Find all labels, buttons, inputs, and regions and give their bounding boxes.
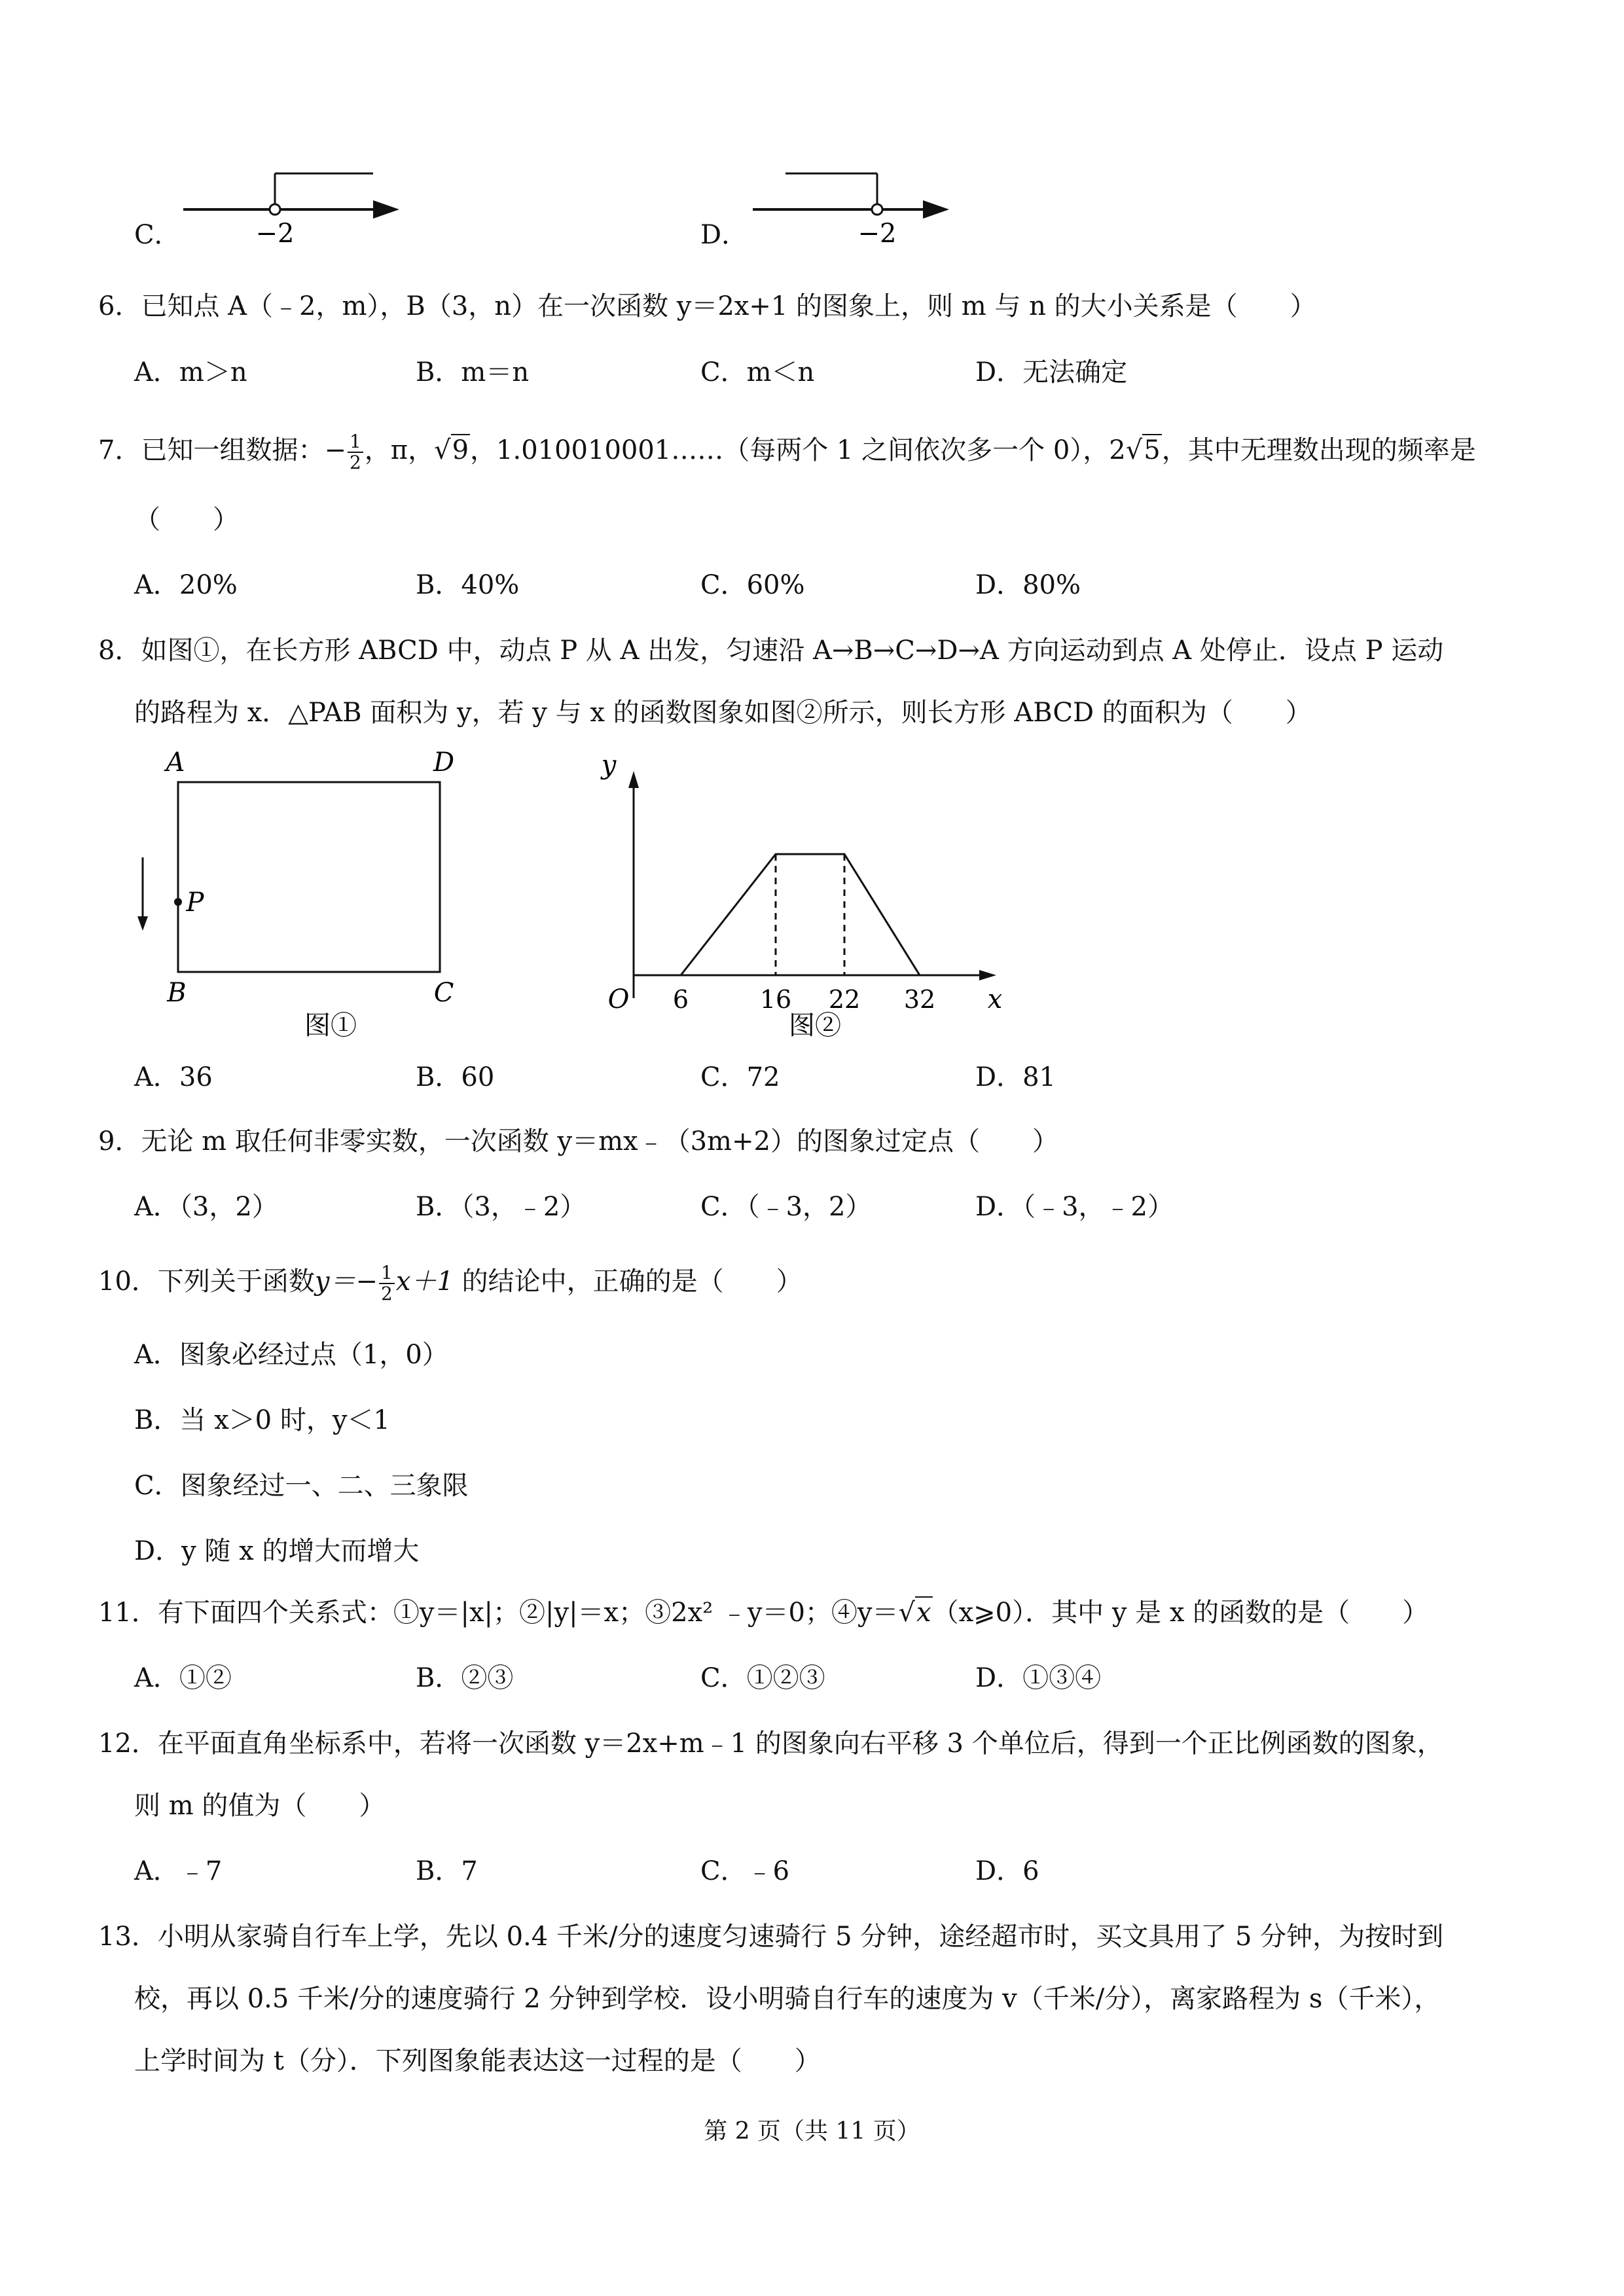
q9-option-b: B．（3，﹣2） xyxy=(416,1192,586,1222)
q8-option-b: B．60 xyxy=(416,1062,495,1092)
q8-figure-1-rectangle xyxy=(124,740,491,1054)
q8-fig2-tick-32: 32 xyxy=(903,985,936,1014)
q7-frac-num: 1 xyxy=(348,432,363,453)
q11-option-a: A．①② xyxy=(134,1663,232,1693)
q8-fig1-caption: 图① xyxy=(304,1011,357,1041)
q8-option-c: C．72 xyxy=(700,1062,780,1092)
q8-fig2-tick-6: 6 xyxy=(672,985,689,1014)
q11-stem: 11．有下面四个关系式：①y＝|x|；②|y|＝x；③2x² ﹣y＝0；④y＝√x（x⩾0）．其中 y 是 x 的函数的是（ ） xyxy=(98,1598,1429,1628)
q8-fig2-origin: O xyxy=(607,984,630,1014)
q7-sqrt2: 5 xyxy=(1144,435,1161,465)
q8-stem-line2: 的路程为 x．△PAB 面积为 y，若 y 与 x 的函数图象如图②所示，则长方形 ABCD 的面积为（ ） xyxy=(134,698,1312,728)
q11-option-b: B．②③ xyxy=(416,1663,514,1693)
q9-option-d: D．（﹣3，﹣2） xyxy=(975,1192,1174,1222)
q5-d-tick-label: −2 xyxy=(857,219,897,249)
q10-suffix: 的结论中，正确的是（ ） xyxy=(461,1266,803,1297)
q8-option-d: D．81 xyxy=(975,1062,1056,1092)
q7-option-d: D．80% xyxy=(975,570,1081,600)
q7-fraction xyxy=(348,432,363,473)
q6-stem: 6．已知点 A（﹣2，m），B（3，n）在一次函数 y＝2x+1 的图象上，则 m 与 n 的大小关系是（ ） xyxy=(98,291,1316,321)
q10-prefix: 10．下列关于函数 xyxy=(98,1266,315,1297)
q11-option-d: D．①③④ xyxy=(975,1663,1102,1693)
q8-option-a: A．36 xyxy=(134,1062,213,1092)
q10-frac-num: 1 xyxy=(379,1263,395,1284)
q13-stem-line1: 13．小明从家骑自行车上学，先以 0.4 千米/分的速度匀速骑行 5 分钟，途经超市时，买文具用了 5 分钟，为按时到 xyxy=(98,1922,1444,1952)
q12-stem-line2: 则 m 的值为（ ） xyxy=(134,1791,386,1821)
q10-option-b: B．当 x＞0 时，y＜1 xyxy=(134,1405,390,1435)
q10-fraction xyxy=(379,1263,395,1304)
q8-fig2-tick-16: 16 xyxy=(759,985,792,1014)
q7-sqrt1: 9 xyxy=(452,435,469,465)
q5-c-tick-label: −2 xyxy=(255,219,295,249)
q8-fig1-label-a: A xyxy=(166,747,185,778)
q9-option-c: C．（﹣3，2） xyxy=(700,1192,872,1222)
q13-stem-line3: 上学时间为 t（分）．下列图象能表达这一过程的是（ ） xyxy=(134,2046,821,2076)
q7-answer-parens: （ ） xyxy=(134,505,239,535)
q8-fig2-y-label: y xyxy=(601,750,617,780)
q8-figure-2-graph xyxy=(589,746,1047,1054)
q9-option-a: A．（3，2） xyxy=(134,1192,278,1222)
q12-stem-line1: 12．在平面直角坐标系中，若将一次函数 y＝2x+m﹣1 的图象向右平移 3 个单位后，得到一个正比例函数的图象， xyxy=(98,1729,1443,1759)
q10-stem xyxy=(98,1263,803,1304)
q11-sqrt: x xyxy=(916,1598,931,1628)
q11-prefix: 11．有下面四个关系式：①y＝|x|；②|y|＝x；③2x² ﹣y＝0；④y＝ xyxy=(98,1598,899,1628)
q10-frac-den: 2 xyxy=(381,1283,393,1304)
q8-fig1-label-p: P xyxy=(186,888,204,918)
q11-option-c: C．①②③ xyxy=(700,1663,825,1693)
q6-option-d: D．无法确定 xyxy=(975,357,1128,387)
q9-stem: 9．无论 m 取任何非零实数，一次函数 y＝mx﹣（3m+2）的图象过定点（ ） xyxy=(98,1126,1058,1157)
page-footer: 第 2 页（共 11 页） xyxy=(704,2118,920,2145)
q7-part2: ，1.010010001……（每两个 1 之间依次多一个 0），2 xyxy=(470,435,1126,465)
q10-formula-post: x＋1 xyxy=(395,1266,454,1297)
q11-suffix: （x⩾0）．其中 y 是 x 的函数的是（ ） xyxy=(932,1598,1429,1628)
q13-stem-line2: 校，再以 0.5 千米/分的速度骑行 2 分钟到学校．设小明骑自行车的速度为 v（千米/分），离家路程为 s（千米）， xyxy=(134,1984,1441,2014)
q8-stem-line1: 8．如图①，在长方形 ABCD 中，动点 P 从 A 出发，匀速沿 A→B→C→D→A 方向运动到点 A 处停止．设点 P 运动 xyxy=(98,636,1444,666)
q10-option-a: A．图象必经过点（1，0） xyxy=(134,1340,448,1370)
q7-stem: 7．已知一组数据：− $\frac{1}{2}$ ，π，√9，1.010010001……（每两个 1 之间依次多一个 0），2√5，其中无理数出现的频率是 xyxy=(98,431,1476,473)
q7-frac-sign: − xyxy=(324,435,346,465)
q12-option-c: C．﹣6 xyxy=(700,1856,790,1886)
q8-fig1-label-c: C xyxy=(433,978,454,1008)
q10-option-d: D．y 随 x 的增大而增大 xyxy=(134,1536,420,1566)
q7-frac-den: 2 xyxy=(349,452,361,473)
q7-option-c: C．60% xyxy=(700,570,805,600)
q7-option-a: A．20% xyxy=(134,570,238,600)
q12-option-a: A．﹣7 xyxy=(134,1856,223,1886)
q5-option-c-number-line xyxy=(177,157,412,249)
q10-option-c: C．图象经过一、二、三象限 xyxy=(134,1471,469,1501)
q7-part1: ，π， xyxy=(364,435,435,465)
q7-part3: ，其中无理数出现的频率是 xyxy=(1161,435,1476,465)
q10-formula-pre: y＝− xyxy=(314,1266,378,1297)
q7-number: 7．已知一组数据： xyxy=(98,435,325,465)
q12-option-b: B．7 xyxy=(416,1856,478,1886)
q7-option-b: B．40% xyxy=(416,570,520,600)
q6-option-b: B．m＝n xyxy=(416,357,530,387)
q5-option-d-number-line xyxy=(746,157,962,249)
q6-option-c: C．m＜n xyxy=(700,357,815,387)
q5-option-d-letter: D． xyxy=(700,220,748,250)
q8-fig1-label-d: D xyxy=(433,747,455,778)
q6-option-a: A．m＞n xyxy=(134,357,247,387)
q8-fig2-tick-22: 22 xyxy=(828,985,861,1014)
q8-fig2-caption: 图② xyxy=(789,1011,841,1041)
q8-fig2-x-label: x xyxy=(987,984,1003,1014)
q12-option-d: D．6 xyxy=(975,1856,1039,1886)
q8-fig1-label-b: B xyxy=(167,978,187,1008)
q5-option-c-letter: C． xyxy=(134,220,181,250)
